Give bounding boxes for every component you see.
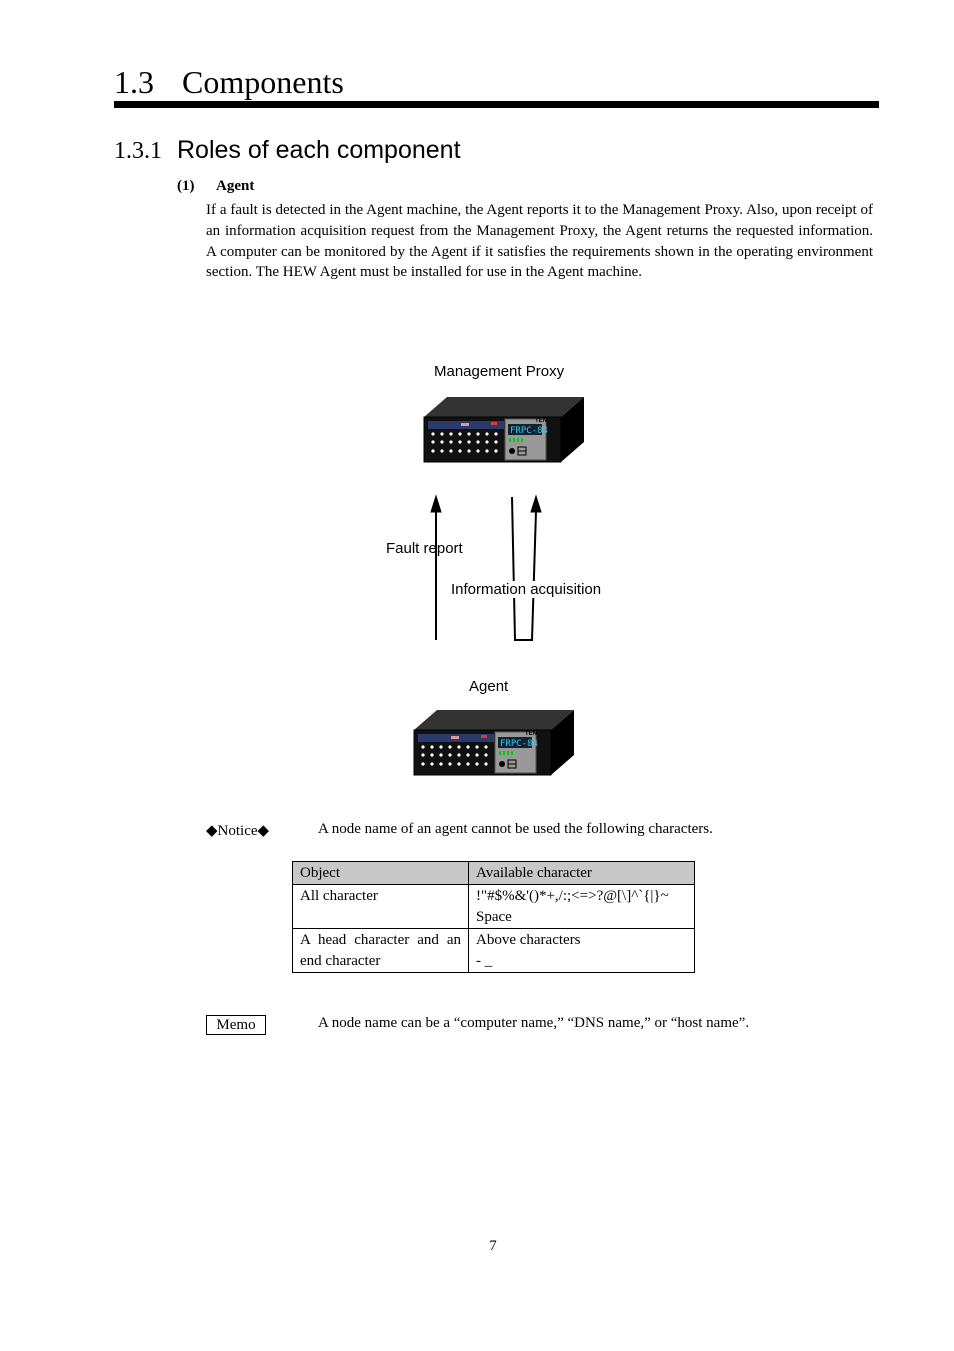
subsection-title: Roles of each component	[177, 136, 461, 164]
table-cell-object: All character	[293, 885, 469, 929]
fault-report-arrowhead	[431, 496, 441, 512]
table-cell-characters	[469, 885, 695, 929]
characters-line: !"#$%&'()*+,/:;<=>?@[\]^`{|}~	[476, 888, 669, 904]
agent-server-icon	[413, 709, 575, 777]
notice-text: A node name of an agent cannot be used the following characters.	[318, 821, 713, 837]
notice-label: ◆Notice◆	[206, 823, 270, 839]
subsection-number: 1.3.1	[114, 138, 162, 164]
agent-label: Agent	[469, 678, 509, 695]
section-number: 1.3	[114, 64, 154, 100]
agent-device-display: FRPC-84	[500, 739, 538, 749]
table-row	[293, 885, 695, 929]
table-header-row	[293, 862, 695, 885]
page-number: 7	[489, 1238, 497, 1254]
section-title: Components	[182, 64, 344, 100]
characters-line: Above characters	[476, 932, 581, 948]
fault-report-label: Fault report	[386, 540, 463, 557]
information-acquisition-arrow	[512, 497, 536, 640]
heading-rule	[114, 101, 879, 108]
proxy-device-brand: TEN	[535, 418, 547, 424]
management-proxy-server-icon	[423, 396, 585, 464]
item-title: Agent	[216, 178, 255, 194]
section-heading	[114, 60, 344, 104]
management-proxy-label: Management Proxy	[434, 363, 565, 380]
table-cell-object: A head character and an end character	[293, 929, 469, 973]
item-number: (1)	[177, 178, 195, 194]
agent-description: If a fault is detected in the Agent machine, the Agent reports it to the Management Proxy. Also, upon receipt of an information acquisition request from the Management Proxy, the Agent returns the requested information. A computer can be monitored by the Agent if it satisfies the requirements shown in the operating environment section. The HEW Agent must be installed for use in the Agent machine.	[206, 202, 873, 281]
proxy-device-display: FRPC-84	[510, 426, 548, 436]
characters-line: - _	[476, 953, 493, 969]
information-acquisition-arrowhead	[531, 496, 541, 512]
memo-label: Memo	[206, 1015, 266, 1035]
characters-line: Space	[476, 909, 512, 925]
column-header-object: Object	[293, 862, 469, 885]
subsection-heading	[114, 133, 461, 171]
prohibited-characters-table	[292, 861, 695, 973]
agent-device-brand: TEN	[525, 731, 537, 737]
item-heading	[177, 178, 254, 195]
memo-text: A node name can be a “computer name,” “DNS name,” or “host name”.	[318, 1015, 750, 1031]
table-cell-characters	[469, 929, 695, 973]
table-row	[293, 929, 695, 973]
column-header-available-character: Available character	[469, 862, 695, 885]
information-acquisition-label: Information acquisition	[451, 581, 602, 598]
